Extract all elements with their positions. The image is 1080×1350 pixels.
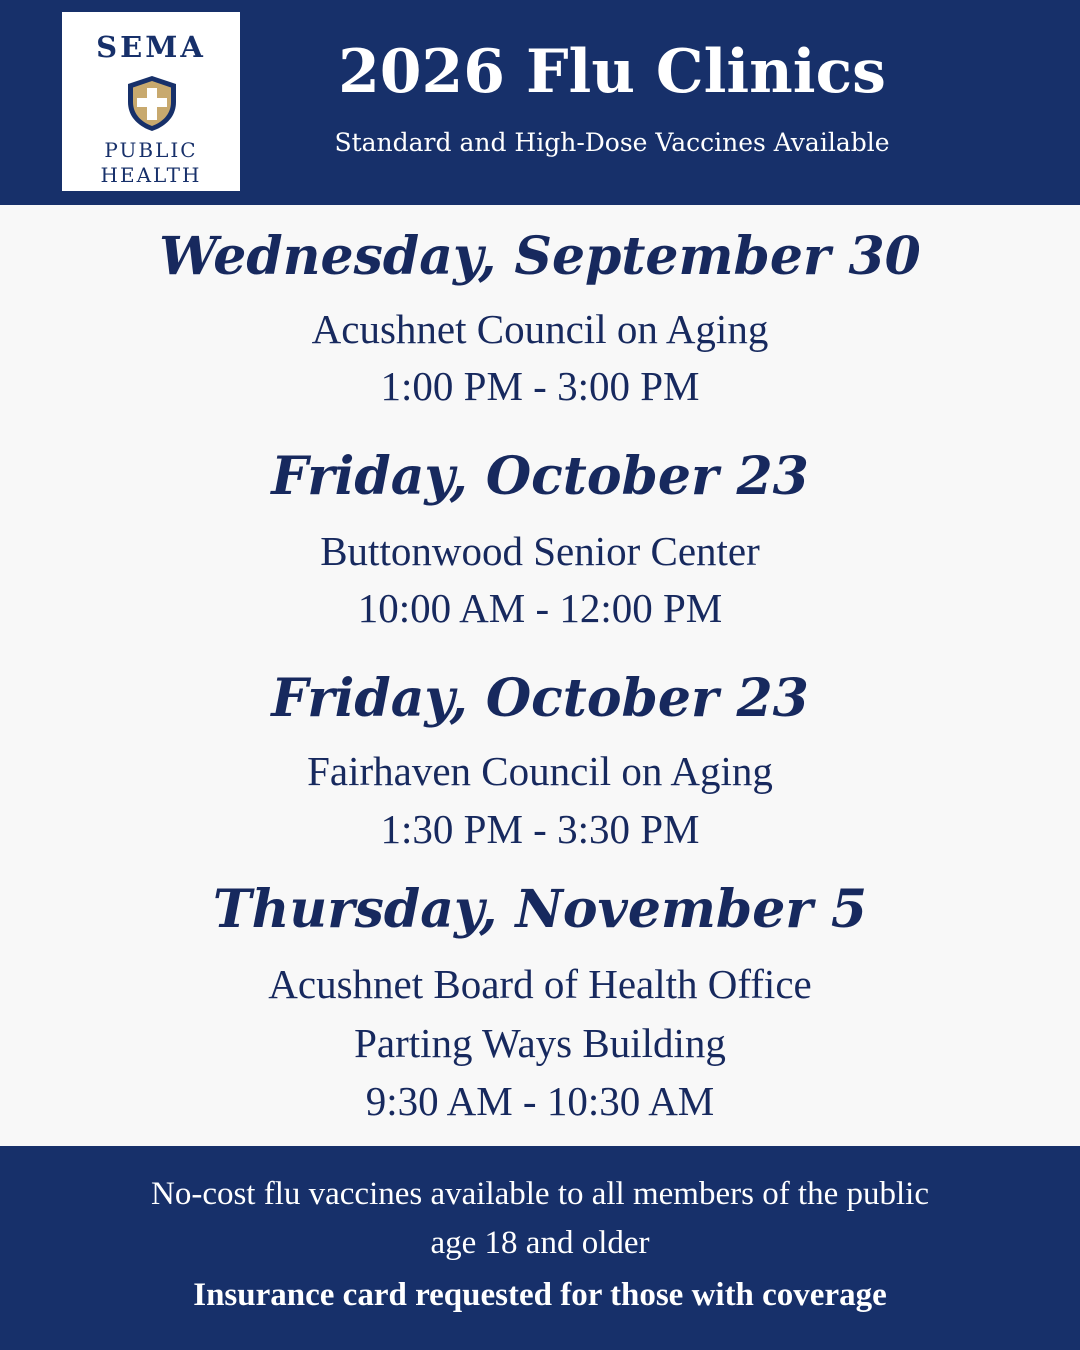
clinic-date-1: Wednesday, September 30 [159, 226, 921, 287]
footer-eligibility-line1: No-cost flu vaccines available to all members of the public [151, 1176, 929, 1212]
clinic-time-2: 10:00 AM - 12:00 PM [357, 585, 723, 631]
sema-logo [62, 12, 240, 191]
clinic-location-4: Acushnet Board of Health Office [268, 961, 812, 1007]
footer-insurance-note: Insurance card requested for those with coverage [193, 1277, 887, 1313]
clinic-time-3: 1:30 PM - 3:30 PM [380, 806, 700, 852]
clinic-location-4b: Parting Ways Building [354, 1020, 726, 1066]
page-title: 2026 Flu Clinics [338, 37, 886, 107]
logo-bottom-text [62, 138, 240, 188]
shield-cross-icon [124, 74, 180, 132]
clinic-time-4: 9:30 AM - 10:30 AM [365, 1078, 715, 1124]
footer-banner [0, 1146, 1080, 1350]
logo-health-text: HEALTH [100, 163, 202, 187]
clinic-location-2: Buttonwood Senior Center [320, 528, 760, 574]
clinic-location-3: Fairhaven Council on Aging [307, 748, 773, 794]
logo-public-text: PUBLIC [104, 138, 198, 162]
header-banner [0, 0, 1080, 205]
clinic-location-1: Acushnet Council on Aging [311, 306, 769, 352]
footer-eligibility-line2: age 18 and older [430, 1225, 650, 1261]
clinic-date-2: Friday, October 23 [271, 446, 809, 507]
logo-top-text: SEMA [96, 30, 206, 64]
clinic-date-4: Thursday, November 5 [212, 879, 868, 940]
page-subtitle: Standard and High-Dose Vaccines Available [334, 128, 890, 157]
clinic-time-1: 1:00 PM - 3:00 PM [380, 363, 700, 409]
clinic-date-3: Friday, October 23 [271, 668, 809, 729]
